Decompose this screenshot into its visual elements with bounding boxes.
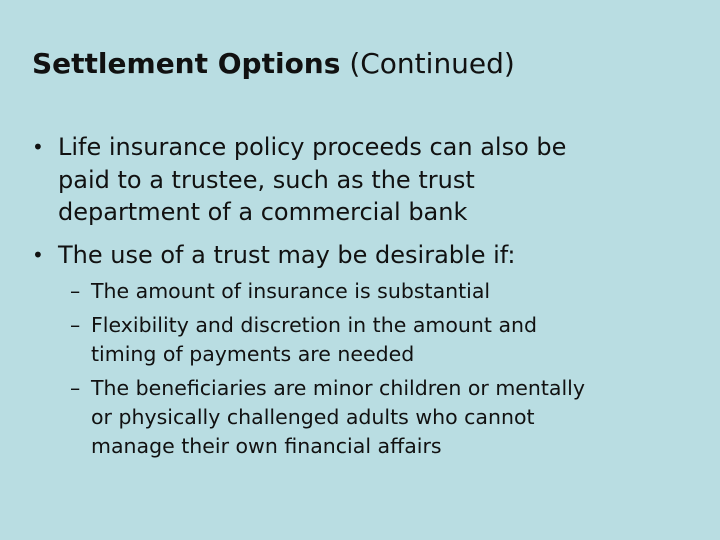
title-main: Settlement Options <box>32 47 341 80</box>
subbullet-line: The amount of insurance is substantial <box>91 279 491 303</box>
subbullet-line: timing of payments are needed <box>91 342 415 366</box>
bullet-line: department of a commercial bank <box>58 198 468 226</box>
bullet-marker: • <box>32 243 44 267</box>
bullet-text <box>58 131 698 229</box>
title-continued: (Continued) <box>349 47 515 80</box>
slide-title <box>32 44 515 84</box>
subbullet-marker: – <box>70 313 81 337</box>
subbullet-marker: – <box>70 376 81 400</box>
bullet-text <box>58 239 698 272</box>
subbullet-line: or physically challenged adults who cannot <box>91 405 535 429</box>
subbullet-line: manage their own financial affairs <box>91 434 442 458</box>
bullet-line: Life insurance policy proceeds can also be <box>58 133 567 161</box>
bullet-line: The use of a trust may be desirable if: <box>58 241 516 269</box>
subbullet-line: Flexibility and discretion in the amount and <box>91 313 538 337</box>
subbullet-text <box>91 311 691 369</box>
subbullet-line: The beneficiaries are minor children or mentally <box>91 376 586 400</box>
bullet-line: paid to a trustee, such as the trust <box>58 165 475 194</box>
bullet-marker: • <box>32 135 44 159</box>
subbullet-text <box>91 374 691 461</box>
subbullet-marker: – <box>70 279 81 303</box>
subbullet-text <box>91 277 691 306</box>
